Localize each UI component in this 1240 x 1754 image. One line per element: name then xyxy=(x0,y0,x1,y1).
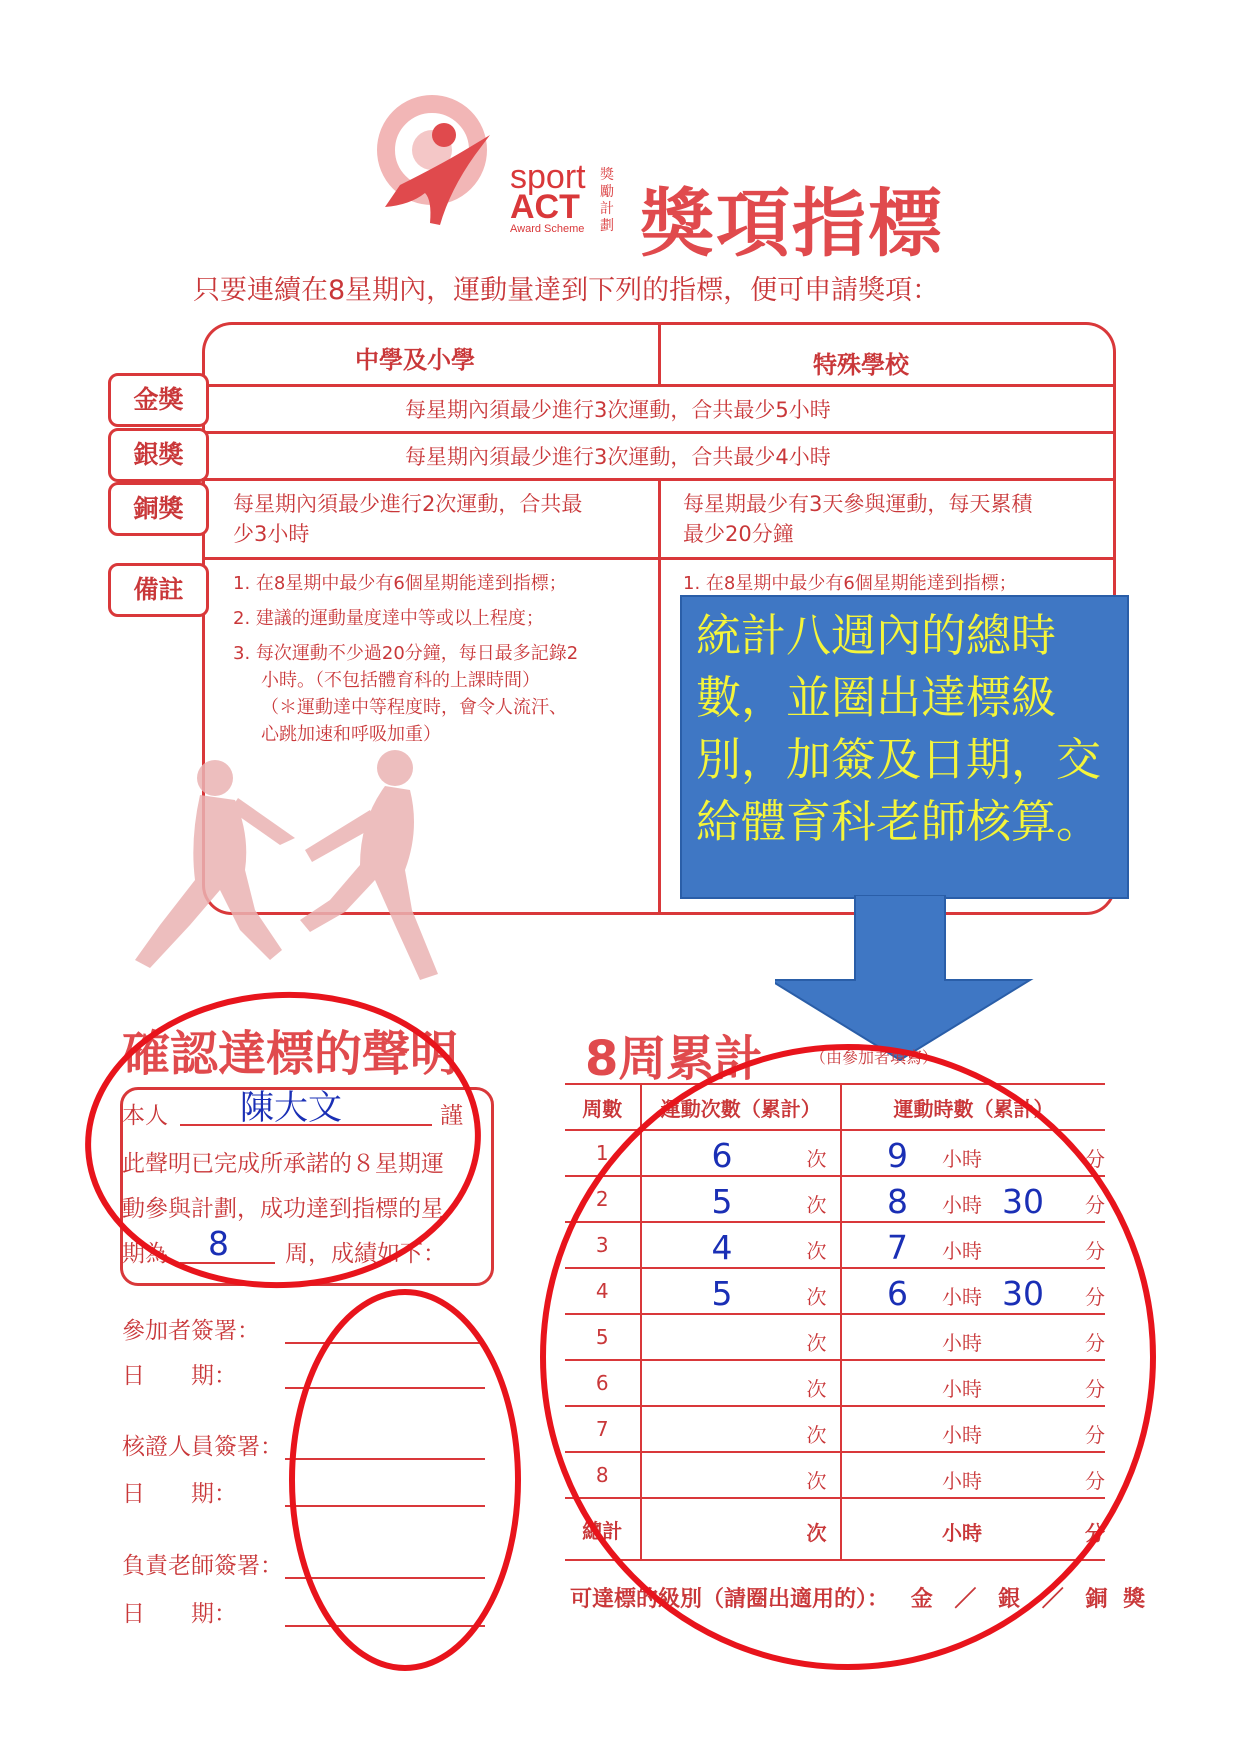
weeks-value: 8 xyxy=(208,1224,229,1263)
note-1: 1. 在8星期中最少有6個星期能達到指標； xyxy=(233,573,567,594)
week-number: 5 xyxy=(565,1314,641,1360)
hours-unit: 小時 xyxy=(942,1193,983,1217)
time-cell[interactable] xyxy=(841,1360,1105,1406)
count-cell[interactable] xyxy=(641,1176,842,1222)
declaration-prefix: 本人 xyxy=(122,1103,168,1129)
note-3-line2: 小時。（不包括體育科的上課時間） xyxy=(261,670,540,691)
note-3-line3: （＊運動達中等程度時，會令人流汗、 xyxy=(261,697,567,718)
callout-text: 統計八週內的總時數，並圈出達標級別，加簽及日期，交給體育科老師核算。 xyxy=(696,609,1102,848)
date1-field[interactable] xyxy=(285,1387,485,1389)
minutes-unit: 分 xyxy=(1085,1331,1106,1355)
times-unit: 次 xyxy=(806,1423,827,1447)
gold-criteria-text: 每星期內須最少進行3次運動，合共最少5小時 xyxy=(405,398,831,422)
total-label: 總計 xyxy=(565,1498,641,1560)
hours-value: 8 xyxy=(887,1182,909,1221)
count-cell[interactable] xyxy=(641,1360,842,1406)
times-unit: 次 xyxy=(806,1377,827,1401)
minutes-unit: 分 xyxy=(1085,1239,1106,1263)
down-arrow-icon xyxy=(775,895,1035,1065)
minutes-unit: 分 xyxy=(1085,1285,1106,1309)
award-level-line: 可達標的級別（請圈出適用的）： 金 ／ 銀 ／ 銅 獎 xyxy=(570,1587,1146,1612)
award-gold-option[interactable]: 金 xyxy=(910,1587,933,1612)
minutes-unit: 分 xyxy=(1085,1423,1106,1447)
minutes-unit: 分 xyxy=(1085,1469,1106,1493)
hours-unit: 小時 xyxy=(942,1239,983,1263)
minutes-unit: 分 xyxy=(1085,1193,1106,1217)
silver-label: 銀獎 xyxy=(108,428,209,482)
hours-unit: 小時 xyxy=(942,1469,983,1493)
note-3-line1: 3. 每次運動不少過20分鐘，每日最多記錄2 xyxy=(233,643,579,664)
silver-row xyxy=(202,431,1116,481)
logo-wordmark: sport ACT Award Scheme xyxy=(510,158,586,235)
time-cell[interactable] xyxy=(841,1222,1105,1268)
silver-criteria-text: 每星期內須最少進行3次運動，合共最少4小時 xyxy=(405,445,831,469)
week-number: 7 xyxy=(565,1406,641,1452)
note-3-line4: 心跳加速和呼吸加重） xyxy=(261,724,441,745)
bronze-divider xyxy=(658,481,661,557)
times-unit: 次 xyxy=(806,1469,827,1493)
award-silver-option[interactable]: 銀 xyxy=(998,1587,1021,1612)
week-number: 4 xyxy=(565,1268,641,1314)
bronze-special-line1: 每星期最少有3天參與運動，每天累積 xyxy=(683,492,1033,516)
award-bronze-option[interactable]: 銅 xyxy=(1085,1587,1108,1612)
count-cell[interactable] xyxy=(641,1406,842,1452)
col-special-header: 特殊學校 xyxy=(813,351,909,379)
bronze-special-line2: 最少20分鐘 xyxy=(683,522,794,546)
total-count-cell[interactable]: 次 xyxy=(641,1498,842,1560)
tally-row xyxy=(565,1452,1105,1498)
teacher-signature-label: 負責老師簽署： xyxy=(122,1553,283,1579)
notes-divider xyxy=(658,560,661,912)
minutes-unit: 分 xyxy=(1085,1147,1106,1171)
total-time-cell[interactable]: 小時 分 xyxy=(841,1498,1105,1560)
instruction-callout xyxy=(680,595,1129,899)
count-cell[interactable] xyxy=(641,1314,842,1360)
minutes-value: 30 xyxy=(1002,1182,1045,1221)
count-value: 6 xyxy=(711,1136,733,1175)
teacher-signature-field[interactable] xyxy=(285,1577,485,1579)
date3-field[interactable] xyxy=(285,1625,485,1627)
time-cell[interactable] xyxy=(841,1130,1105,1176)
hours-value: 7 xyxy=(887,1228,909,1267)
date1-label: 日 期： xyxy=(122,1363,237,1389)
date2-field[interactable] xyxy=(285,1505,485,1507)
declaration-line2: 此聲明已完成所承諾的８星期運 xyxy=(122,1151,444,1177)
gold-row xyxy=(202,384,1116,434)
participant-name: 陳大文 xyxy=(240,1088,342,1128)
bronze-primary-line2: 少3小時 xyxy=(233,522,310,546)
time-cell[interactable] xyxy=(841,1406,1105,1452)
hours-unit: 小時 xyxy=(942,1285,983,1309)
tally-row xyxy=(565,1268,1105,1314)
time-cell[interactable] xyxy=(841,1452,1105,1498)
declaration-line4-prefix: 期為 xyxy=(122,1241,168,1267)
bronze-label: 銅獎 xyxy=(108,482,209,536)
col-time-header: 運動時數（累計） xyxy=(841,1084,1105,1130)
notes-label: 備註 xyxy=(108,563,209,617)
tally-row xyxy=(565,1222,1105,1268)
sportact-logo xyxy=(370,95,630,270)
declaration-suffix: 謹 xyxy=(440,1103,463,1129)
runners-illustration-icon xyxy=(120,750,460,990)
col-count-header: 運動次數（累計） xyxy=(641,1084,842,1130)
tally-subtitle: （由參加者填寫） xyxy=(810,1048,939,1067)
times-unit: 次 xyxy=(806,1285,827,1309)
verifier-signature-label: 核證人員簽署： xyxy=(122,1434,283,1460)
verifier-signature-field[interactable] xyxy=(285,1458,485,1460)
hours-value: 6 xyxy=(887,1274,909,1313)
award-line-label: 可達標的級別（請圈出適用的）： xyxy=(570,1587,890,1612)
tally-row xyxy=(565,1176,1105,1222)
tally-row xyxy=(565,1130,1105,1176)
declaration-title: 確認達標的聲明 xyxy=(122,1026,459,1082)
times-unit: 次 xyxy=(806,1331,827,1355)
hours-unit: 小時 xyxy=(942,1331,983,1355)
week-number: 3 xyxy=(565,1222,641,1268)
minutes-value: 30 xyxy=(1002,1274,1045,1313)
count-value: 4 xyxy=(711,1228,733,1267)
note-2: 2. 建議的運動量度達中等或以上程度； xyxy=(233,608,544,629)
runner-logo-icon xyxy=(370,95,630,270)
tally-row xyxy=(565,1360,1105,1406)
count-cell[interactable] xyxy=(641,1452,842,1498)
hours-unit: 小時 xyxy=(942,1423,983,1447)
page-title: 獎項指標 xyxy=(640,181,944,267)
date2-label: 日 期： xyxy=(122,1481,237,1507)
count-cell[interactable] xyxy=(641,1268,842,1314)
participant-signature-field[interactable] xyxy=(285,1342,485,1344)
special-note-1: 1. 在8星期中最少有6個星期能達到指標； xyxy=(683,573,1017,594)
times-unit: 次 xyxy=(806,1147,827,1171)
time-cell[interactable] xyxy=(841,1314,1105,1360)
week-number: 2 xyxy=(565,1176,641,1222)
tally-title: 8周累計 xyxy=(585,1031,763,1087)
times-unit: 次 xyxy=(806,1239,827,1263)
minutes-unit: 分 xyxy=(1085,1377,1106,1401)
times-unit: 次 xyxy=(806,1193,827,1217)
bronze-primary-line1: 每星期內須最少進行2次運動，合共最 xyxy=(233,492,583,516)
tally-row xyxy=(565,1406,1105,1452)
week-number: 1 xyxy=(565,1130,641,1176)
hours-unit: 小時 xyxy=(942,1147,983,1171)
count-value: 5 xyxy=(711,1274,733,1313)
count-value: 5 xyxy=(711,1182,733,1221)
declaration-line4-suffix: 周，成績如下： xyxy=(285,1241,446,1267)
hours-unit: 小時 xyxy=(942,1377,983,1401)
count-cell[interactable] xyxy=(641,1130,842,1176)
participant-signature-label: 參加者簽署： xyxy=(122,1318,260,1344)
declaration-line3: 動參與計劃，成功達到指標的星 xyxy=(122,1196,444,1222)
week-number: 6 xyxy=(565,1360,641,1406)
col-week-header: 周數 xyxy=(565,1084,641,1130)
col-primary-header: 中學及小學 xyxy=(355,346,475,374)
tally-table xyxy=(565,1083,1108,1623)
intro-text: 只要連續在8星期內，運動量達到下列的指標，便可申請獎項： xyxy=(193,275,940,306)
bronze-row xyxy=(202,478,1116,560)
week-number: 8 xyxy=(565,1452,641,1498)
hours-value: 9 xyxy=(887,1136,909,1175)
criteria-table-header xyxy=(202,322,1116,387)
time-cell[interactable] xyxy=(841,1268,1105,1314)
date3-label: 日 期： xyxy=(122,1601,237,1627)
time-cell[interactable] xyxy=(841,1176,1105,1222)
count-cell[interactable] xyxy=(641,1222,842,1268)
header-divider xyxy=(658,325,661,387)
gold-label: 金獎 xyxy=(108,373,209,427)
tally-row xyxy=(565,1314,1105,1360)
logo-chinese-text: 獎勵計劃 xyxy=(600,167,614,234)
